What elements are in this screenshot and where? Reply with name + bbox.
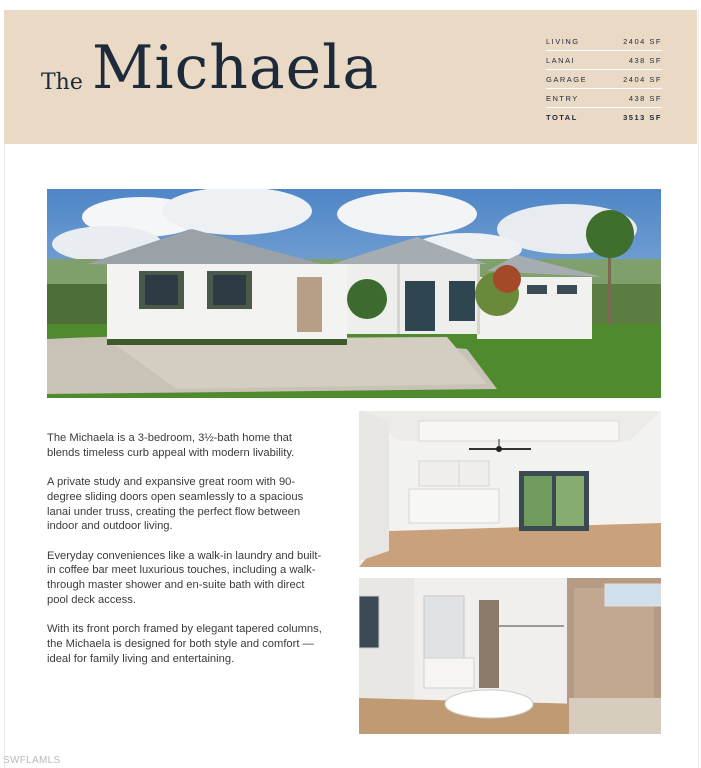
description-paragraph: With its front porch framed by elegant tapered columns, the Michaela is designed for both style and comfort — ideal for family living and entertaining. xyxy=(47,623,322,665)
spec-value: 438 SF xyxy=(628,55,662,65)
description-paragraph: The Michaela is a 3-bedroom, 3½-bath home that blends timeless curb appeal with modern livability. xyxy=(47,432,295,459)
mls-watermark: SWFLAMLS xyxy=(3,755,61,766)
exterior-photo xyxy=(47,189,661,398)
spec-value: 438 SF xyxy=(628,93,662,103)
page-title: Michaela xyxy=(92,33,380,103)
spec-label: GARAGE xyxy=(546,74,588,84)
spec-label: LANAI xyxy=(546,55,576,65)
great-room-photo xyxy=(359,411,661,567)
square-footage-table xyxy=(546,32,662,126)
spec-label: ENTRY xyxy=(546,93,579,103)
description-paragraph: A private study and expansive great room with 90-degree sliding doors open seamlessly to a spacious lanai under truss, creating the perfect flow between indoor and outdoor living. xyxy=(47,476,304,533)
home-description xyxy=(47,431,327,681)
spec-value: 3513 SF xyxy=(623,112,662,122)
description-paragraph: Everyday conveniences like a walk-in laundry and built-in coffee bar meet luxurious touches, including a walk-through master shower and en-suite bath with direct pool deck access. xyxy=(47,549,322,606)
spec-row-living xyxy=(546,32,662,51)
title-prefix: The xyxy=(41,70,83,95)
spec-label: LIVING xyxy=(546,36,580,46)
spec-row-total xyxy=(546,108,662,126)
spec-label: TOTAL xyxy=(546,112,578,122)
spec-value: 2404 SF xyxy=(623,36,662,46)
spec-value: 2404 SF xyxy=(623,74,662,84)
spec-row-entry xyxy=(546,89,662,108)
master-bath-photo xyxy=(359,578,661,734)
spec-row-garage xyxy=(546,70,662,89)
spec-row-lanai xyxy=(546,51,662,70)
